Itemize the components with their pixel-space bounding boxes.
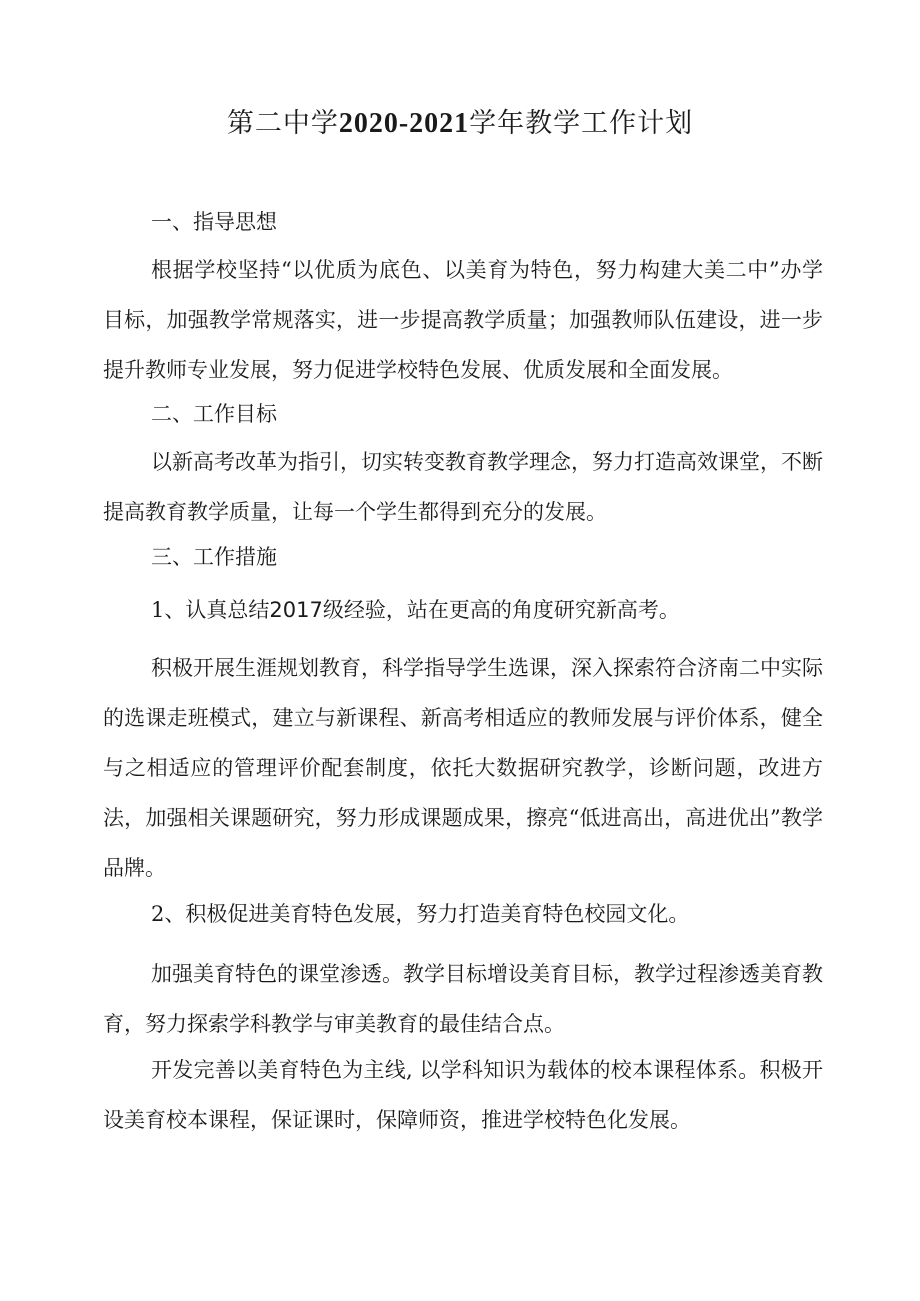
paragraph-measure-2-b: 开发完善以美育特色为主线, 以学科知识为载体的校本课程体系。积极开设美育校本课程，保证课时，保障师资，推进学校特色化发展。 [103, 1058, 823, 1132]
paragraph-work-goals: 以新高考改革为指引，切实转变教育教学理念，努力打造高效课堂，不断提高教育教学质量，让每一个学生都得到充分的发展。 [103, 450, 823, 524]
measure-item-1-prefix: 1、认真总结 [151, 598, 270, 622]
title-prefix: 第二中学 [226, 108, 339, 139]
title-suffix: 学年教学工作计划 [469, 108, 694, 139]
measure-item-2: 2、积极促进美育特色发展，努力打造美育特色校园文化。 [151, 902, 690, 926]
paragraph-measure-2-a: 加强美育特色的课堂渗透。教学目标增设美育目标，教学过程渗透美育教育，努力探索学科教学与审美教育的最佳结合点。 [103, 962, 823, 1036]
title-year: 2020-2021 [338, 108, 470, 139]
section-heading-work-measures: 三、工作措施 [151, 545, 277, 569]
measure-item-1-suffix: 级经验，站在更高的角度研究新高考。 [322, 598, 680, 622]
document-title [0, 104, 920, 144]
measure-item-1-year: 2017 [269, 598, 323, 622]
measure-item-1 [103, 585, 823, 635]
paragraph-guiding-ideology: 根据学校坚持“以优质为底色、以美育为特色，努力构建大美二中”办学目标，加强教学常规落实，进一步提高教学质量；加强教师队伍建设，进一步提升教师专业发展，努力促进学校特色发展、优质发展和全面发展。 [103, 258, 823, 382]
paragraph-measure-1: 积极开展生涯规划教育，科学指导学生选课，深入探索符合济南二中实际的选课走班模式，建立与新课程、新高考相适应的教师发展与评价体系，健全与之相适应的管理评价配套制度，依托大数据研究教学，诊断问题，改进方法，加强相关课题研究，努力形成课题成果，擦亮“低进高出，高进优出”教学品牌。 [103, 656, 823, 880]
section-heading-work-goals: 二、工作目标 [151, 402, 277, 426]
section-heading-guiding-ideology: 一、指导思想 [151, 210, 277, 234]
